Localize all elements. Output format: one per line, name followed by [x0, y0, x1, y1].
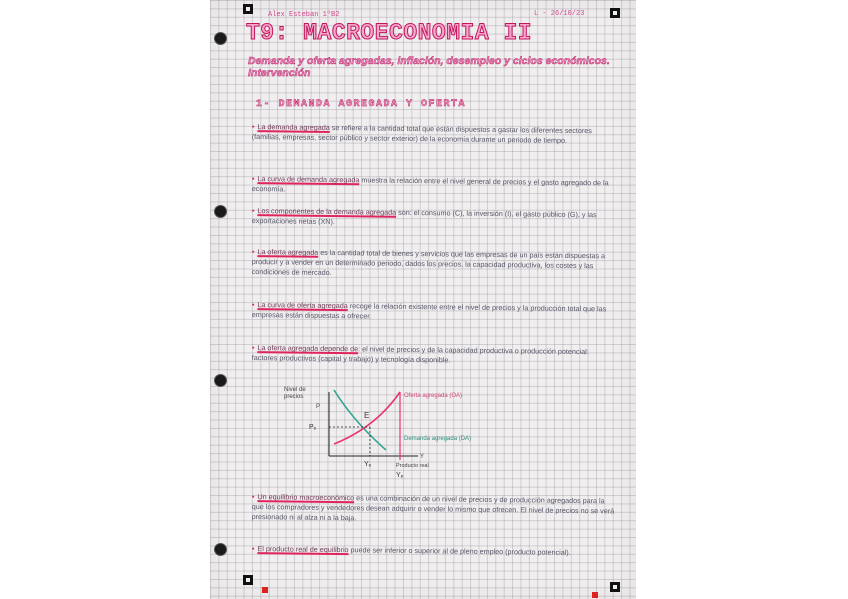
bullet: •: [251, 206, 255, 216]
bullet: •: [251, 174, 255, 184]
paragraph-text: son: el consumo (C), la inversión (I), el gasto público (G), y las exportaciones netas (XN).: [251, 207, 597, 227]
bullet: •: [251, 544, 255, 554]
bullet: •: [251, 492, 255, 502]
y-axis-label-2: precios: [284, 394, 304, 400]
paragraph-text: muestra la relación entre el nivel general de precios y el gasto agregado de la economía.: [251, 175, 609, 194]
corner-marker-bottom-left: [243, 575, 253, 585]
aggregate-supply-demand-graph: [276, 382, 506, 482]
corner-marker-bottom-right: [610, 582, 620, 592]
paragraph-text: recoge la relación existente entre el nivel de precios y la producción total que las empresas están dispuestas a ofrecer.: [251, 301, 607, 321]
key-term: La curva de oferta agregada: [257, 300, 348, 311]
key-term: Los componentes de la demanda agregada: [257, 206, 397, 217]
binder-hole: [214, 205, 227, 218]
paragraph: [252, 492, 616, 526]
red-square-right: [592, 592, 598, 598]
header-date: L - 26/10/23: [534, 10, 585, 18]
x-axis-letter: Y: [420, 454, 425, 460]
paragraph-text: se refiere a la cantidad total que están dispuestos a gastar los diferentes sectores (familias, empresas, sector público y sector exterior) de la economía durante un periodo de tiempo.: [251, 122, 592, 145]
key-term: La oferta agregada depende de: [257, 343, 359, 354]
output-eq-label: Yₑ: [364, 461, 372, 468]
paragraph-text: : el nivel de precios y de la capacidad productiva o producción potencial: factores productivos (capital y trabajo) y tecnología disponible.: [251, 344, 589, 365]
potential-label: Yₚ: [396, 472, 404, 479]
demand-legend: Demanda agregada (DA): [404, 436, 472, 442]
key-term: La curva de demanda agregada: [257, 174, 360, 185]
price-eq-label: Pₑ: [309, 424, 317, 431]
key-term: El producto real de equilibrio: [257, 544, 349, 555]
y-axis-letter: P: [316, 404, 321, 410]
page-title: T9: MACROECONOMIA II: [246, 20, 533, 46]
binder-hole: [214, 32, 227, 45]
corner-marker-top-right: [610, 8, 620, 18]
paragraph-text: es la cantidad total de bienes y servicios que las empresas de un país están dispuestas a producir y a vender en un determinado periodo, dados los precios, la capacidad productiva, los costes y las condiciones de mercado.: [251, 247, 606, 277]
key-term: Un equilibrio macroeconómico: [257, 492, 355, 503]
paragraph-text: puede ser inferior o superior al de pleno empleo (producto potencial).: [348, 545, 571, 557]
equilibrium-label: E: [364, 411, 370, 420]
paragraph-text: es una combinación de un nivel de precios y de producción agregados para la que los compradores y vendedores desean adquirir o vender lo mismo que ofrecen. El nivel de precios no se verá presionado ni al alza ni a la baja.: [251, 493, 615, 523]
section-heading: 1- DEMANDA AGREGADA Y OFERTA: [256, 99, 467, 110]
bullet: •: [251, 247, 255, 257]
bullet: •: [251, 343, 255, 353]
header-author: Alex Esteban 1ºB2: [268, 11, 340, 19]
bullet: •: [251, 122, 255, 132]
paragraph: [252, 247, 616, 281]
y-axis-label: Nivel de: [284, 387, 306, 393]
corner-marker-top-left: [243, 4, 253, 14]
x-axis-label: Producto real: [396, 463, 429, 469]
key-term: La demanda agregada: [257, 122, 330, 132]
bullet: •: [251, 300, 255, 310]
binder-hole: [214, 543, 227, 556]
binder-hole: [214, 374, 227, 387]
red-square-left: [262, 587, 268, 593]
supply-legend: Oferta agregada (OA): [404, 393, 463, 399]
page-subtitle: Demanda y oferta agregadas, inflación, desempleo y ciclos económicos. Intervención: [248, 55, 610, 79]
key-term: La oferta agregada: [257, 247, 319, 257]
